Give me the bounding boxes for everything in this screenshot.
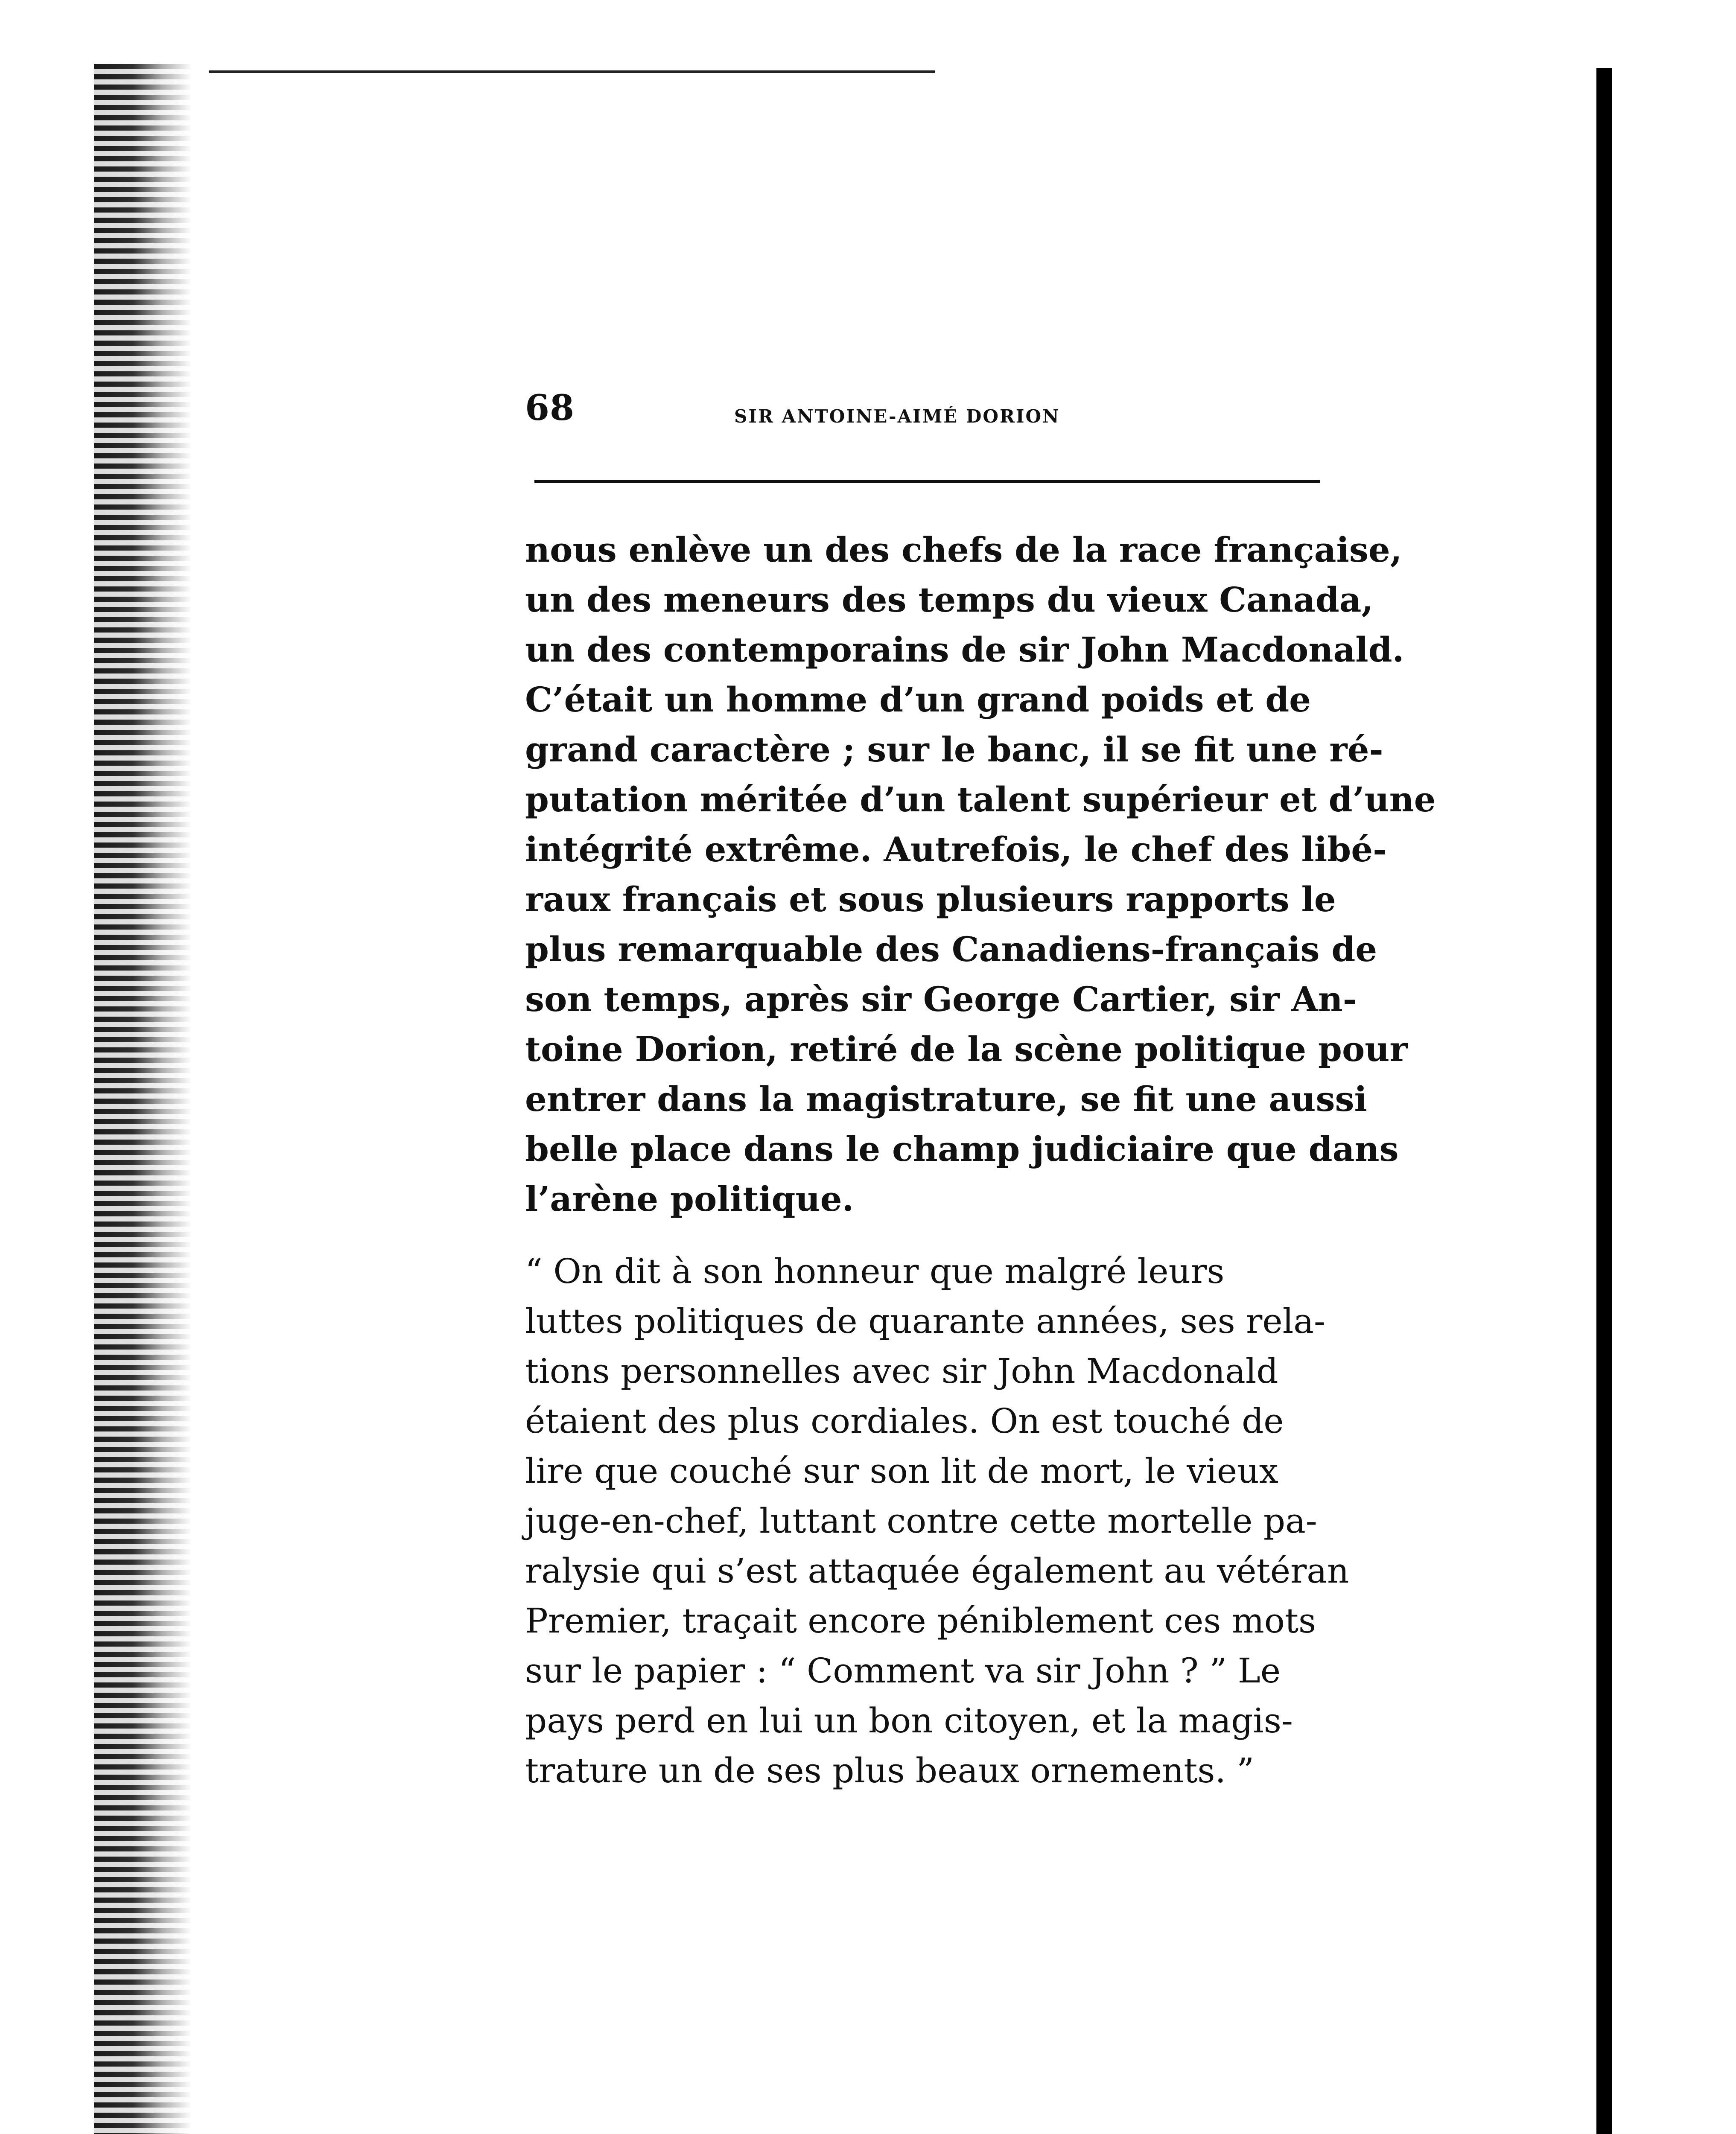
paragraph-1 [525, 525, 1436, 1224]
header-rule [534, 480, 1320, 483]
paragraph-line: grand caractère ; sur le banc, il se fit une ré- [525, 729, 1383, 770]
paragraph-line: pays perd en lui un bon citoyen, et la magis- [525, 1701, 1293, 1740]
paragraph-2 [525, 1246, 1349, 1796]
running-title: SIR ANTOINE-AIMÉ DORION [734, 406, 1060, 427]
paragraph-line: lire que couché sur son lit de mort, le vieux [525, 1451, 1278, 1491]
paragraph-line: putation méritée d’un talent supérieur et d’une [525, 779, 1436, 819]
paragraph-line: étaient des plus cordiales. On est touché de [525, 1401, 1284, 1441]
paragraph-line: C’était un homme d’un grand poids et de [525, 679, 1311, 720]
paragraph-line: son temps, après sir George Cartier, sir An- [525, 979, 1357, 1019]
paragraph-line: un des meneurs des temps du vieux Canada, [525, 580, 1374, 620]
paragraph-line: l’arène politique. [525, 1179, 854, 1219]
paragraph-line: raux français et sous plusieurs rapports le [525, 879, 1336, 919]
paragraph-line: luttes politiques de quarante années, ses rela- [525, 1301, 1325, 1341]
paragraph-line: trature un de ses plus beaux ornements. ” [525, 1751, 1255, 1790]
page-number: 68 [525, 388, 575, 429]
paragraph-line: un des contemporains de sir John Macdonald. [525, 630, 1404, 670]
scan-right-edge [1596, 68, 1612, 2134]
paragraph-line: Premier, traçait encore péniblement ces mots [525, 1601, 1316, 1641]
paragraph-line: intégrité extrême. Autrefois, le chef des libé- [525, 829, 1387, 869]
paragraph-line: entrer dans la magistrature, se fit une aussi [525, 1079, 1367, 1119]
paragraph-line: ralysie qui s’est attaquée également au vétéran [525, 1551, 1349, 1591]
paragraph-line: toine Dorion, retiré de la scène politique pour [525, 1029, 1408, 1069]
page-header [525, 388, 1323, 480]
paragraph-line: plus remarquable des Canadiens-français de [525, 929, 1377, 969]
paragraph-line: nous enlève un des chefs de la race française, [525, 530, 1402, 570]
paragraph-line: “ On dit à son honneur que malgré leurs [525, 1251, 1225, 1291]
paragraph-line: sur le papier : “ Comment va sir John ? ” Le [525, 1651, 1281, 1691]
paragraph-line: juge-en-chef, luttant contre cette mortelle pa- [525, 1501, 1317, 1541]
scan-left-edge [94, 64, 192, 2134]
paragraph-line: tions personnelles avec sir John Macdonald [525, 1351, 1278, 1391]
paragraph-line: belle place dans le champ judiciaire que dans [525, 1129, 1399, 1169]
scan-top-line [209, 70, 935, 73]
